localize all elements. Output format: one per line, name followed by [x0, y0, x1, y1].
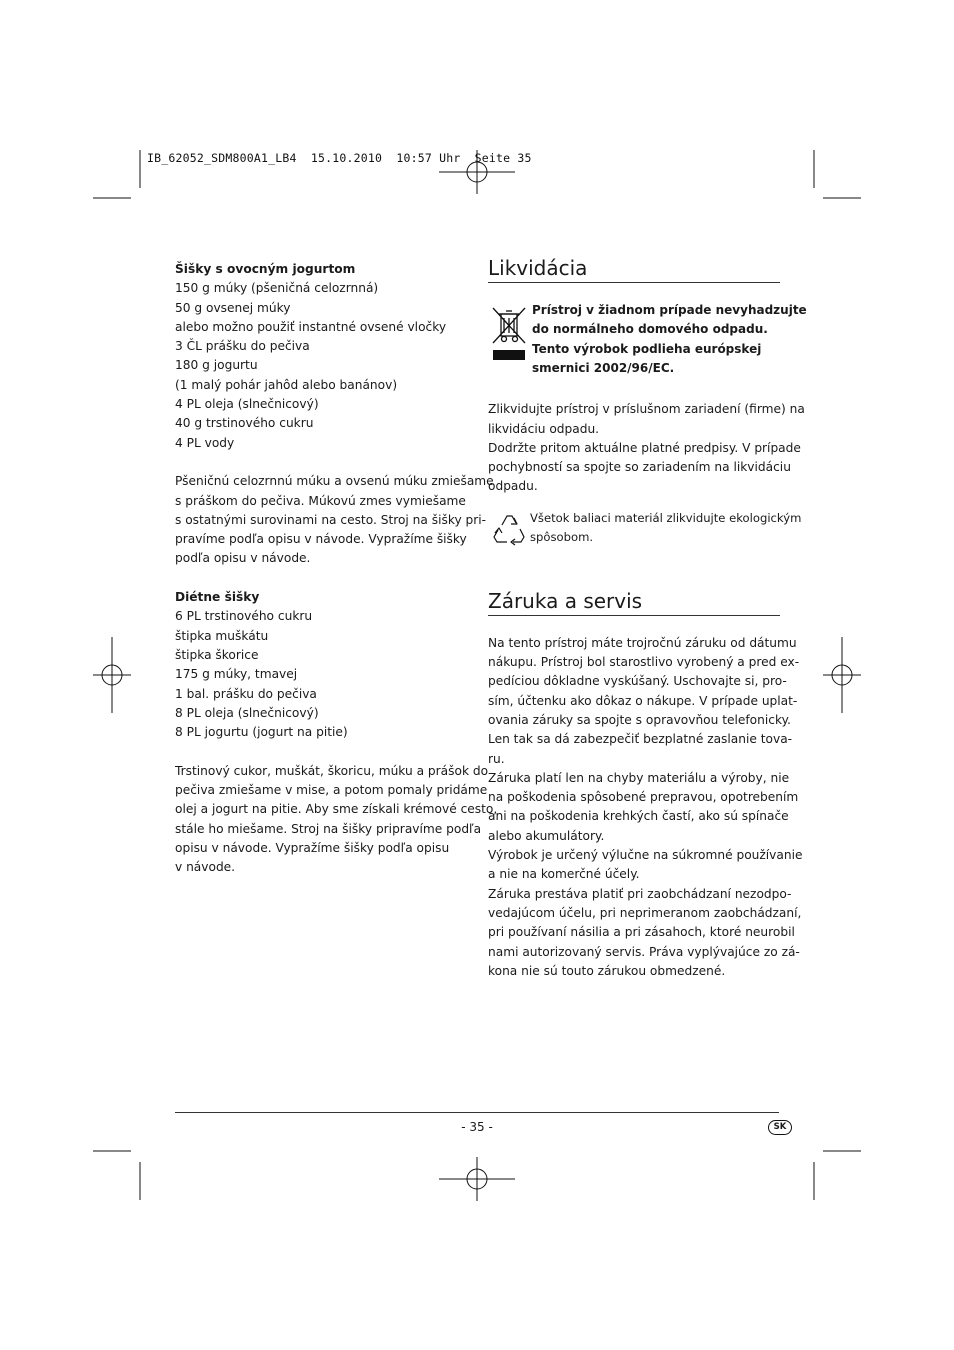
ingredient: 150 g múky (pšeničná celozrnná): [175, 281, 379, 296]
recipe-method: [175, 472, 494, 568]
disposal-notice-text: [532, 301, 807, 378]
body-line: pochybností sa spojte so zariadením na likvidáciu: [488, 460, 791, 475]
section-heading-warranty: Záruka a servis: [488, 589, 780, 616]
footer-rule: [175, 1112, 779, 1113]
notice-line: Tento výrobok podlieha európskej: [532, 341, 762, 356]
body-line: nákupu. Prístroj bol starostlivo vyrobený a pred ex-: [488, 655, 800, 670]
method-line: opisu v návode. Vypražíme šišky podľa opisu: [175, 840, 450, 855]
body-line: spôsobom.: [530, 530, 594, 545]
method-line: podľa opisu v návode.: [175, 551, 311, 566]
body-line: ovania záruky sa spojte s opravovňou telefonicky.: [488, 712, 791, 727]
method-line: pečiva zmiešame v mise, a potom pomaly pridáme: [175, 783, 488, 798]
ingredient: 4 PL oleja (slnečnicový): [175, 397, 319, 412]
ingredient: 1 bal. prášku do pečiva: [175, 686, 317, 701]
recipe-title: Diétne šišky: [175, 590, 260, 605]
right-column: [488, 256, 807, 981]
ingredient: 40 g trstinového cukru: [175, 416, 314, 431]
language-badge: SK: [768, 1120, 792, 1135]
method-line: Trstinový cukor, muškát, škoricu, múku a prášok do: [175, 763, 489, 778]
ingredient: 8 PL jogurtu (jogurt na pitie): [175, 725, 348, 740]
body-line: Na tento prístroj máte trojročnú záruku od dátumu: [488, 635, 797, 650]
page-number: - 35 -: [461, 1120, 493, 1134]
recipe-method: [175, 762, 498, 878]
body-line: Záruka platí len na chyby materiálu a výroby, nie: [488, 770, 790, 785]
notice-line: smernici 2002/96/EC.: [532, 360, 675, 375]
recycle-icon: [490, 511, 528, 549]
recycle-note-text: [530, 509, 801, 548]
ingredient: 3 ČL prášku do pečiva: [175, 339, 310, 354]
ingredient: 50 g ovsenej múky: [175, 300, 291, 315]
ingredient: 6 PL trstinového cukru: [175, 609, 313, 624]
body-line: kona nie sú touto zárukou obmedzené.: [488, 963, 726, 978]
method-line: s ostatnými surovinami na cesto. Stroj na šišky pri-: [175, 512, 487, 527]
body-line: odpadu.: [488, 479, 538, 494]
body-line: likvidáciu odpadu.: [488, 421, 600, 436]
body-line: pedíciou dôkladne vyskúšaný. Uschovajte si, pro-: [488, 674, 787, 689]
method-line: Pšeničnú celozrnnú múku a ovsenú múku zmiešame: [175, 474, 494, 489]
ingredient-list: [175, 279, 467, 453]
body-line: nami autorizovaný servis. Práva vyplývajúce zo zá-: [488, 944, 800, 959]
body-line: sím, účtenku ako dôkaz o nákupe. V prípade uplat-: [488, 693, 798, 708]
body-line: alebo akumulátory.: [488, 828, 605, 843]
section-heading-disposal: Likvidácia: [488, 256, 780, 283]
ingredient: 8 PL oleja (slnečnicový): [175, 705, 319, 720]
ingredient: (1 malý pohár jahôd alebo banánov): [175, 377, 398, 392]
ingredient: 175 g múky, tmavej: [175, 667, 298, 682]
disposal-body: [488, 400, 805, 496]
body-line: vedajúcom účelu, pri neprimeranom zaobchádzaní,: [488, 905, 802, 920]
ingredient: štipka muškátu: [175, 628, 269, 643]
body-line: Dodržte pritom aktuálne platné predpisy. V prípade: [488, 440, 801, 455]
ingredient: štipka škorice: [175, 647, 259, 662]
body-line: Výrobok je určený výlučne na súkromné používanie: [488, 848, 803, 863]
body-line: Len tak sa dá zabezpečiť bezplatné zaslanie tova-: [488, 732, 793, 747]
body-line: ru.: [488, 751, 505, 766]
notice-line: Prístroj v žiadnom prípade nevyhadzujte: [532, 303, 807, 317]
disposal-notice: [488, 301, 807, 381]
warranty-body: [488, 634, 803, 981]
print-slug-header: IB_62052_SDM800A1_LB4 15.10.2010 10:57 Uhr Seite 35: [147, 151, 532, 165]
ingredient: alebo možno použiť instantné ovsené vločky: [175, 319, 447, 334]
method-line: stále ho miešame. Stroj na šišky pripravíme podľa: [175, 821, 482, 836]
body-line: Záruka prestáva platiť pri zaobchádzaní nezodpo-: [488, 886, 792, 901]
method-line: s práškom do pečiva. Múkovú zmes vymiešame: [175, 493, 466, 508]
recipe-title: Šišky s ovocným jogurtom: [175, 262, 356, 276]
body-line: na poškodenia spôsobené prepravou, opotrebením: [488, 790, 799, 805]
ingredient-list: [175, 607, 467, 742]
method-line: olej a jogurt na pitie. Aby sme získali krémové cesto,: [175, 802, 498, 817]
method-line: pravíme podľa opisu v návode. Vypražíme šišky: [175, 532, 467, 547]
notice-line: do normálneho domového odpadu.: [532, 322, 768, 337]
body-line: a nie na komerčné účely.: [488, 867, 640, 882]
crossed-out-wheelie-bin-icon: [490, 305, 528, 363]
body-line: pri používaní násilia a pri zásahoch, ktoré neurobil: [488, 925, 795, 940]
method-line: v návode.: [175, 860, 236, 875]
body-line: Zlikvidujte prístroj v príslušnom zariadení (firme) na: [488, 402, 805, 417]
body-line: Všetok baliaci materiál zlikvidujte ekologickým: [530, 510, 802, 525]
left-column: [175, 260, 498, 878]
body-line: ani na poškodenia krehkých častí, ako sú spínače: [488, 809, 789, 824]
ingredient: 4 PL vody: [175, 435, 235, 450]
recycle-note: [488, 509, 802, 555]
ingredient: 180 g jogurtu: [175, 358, 258, 373]
